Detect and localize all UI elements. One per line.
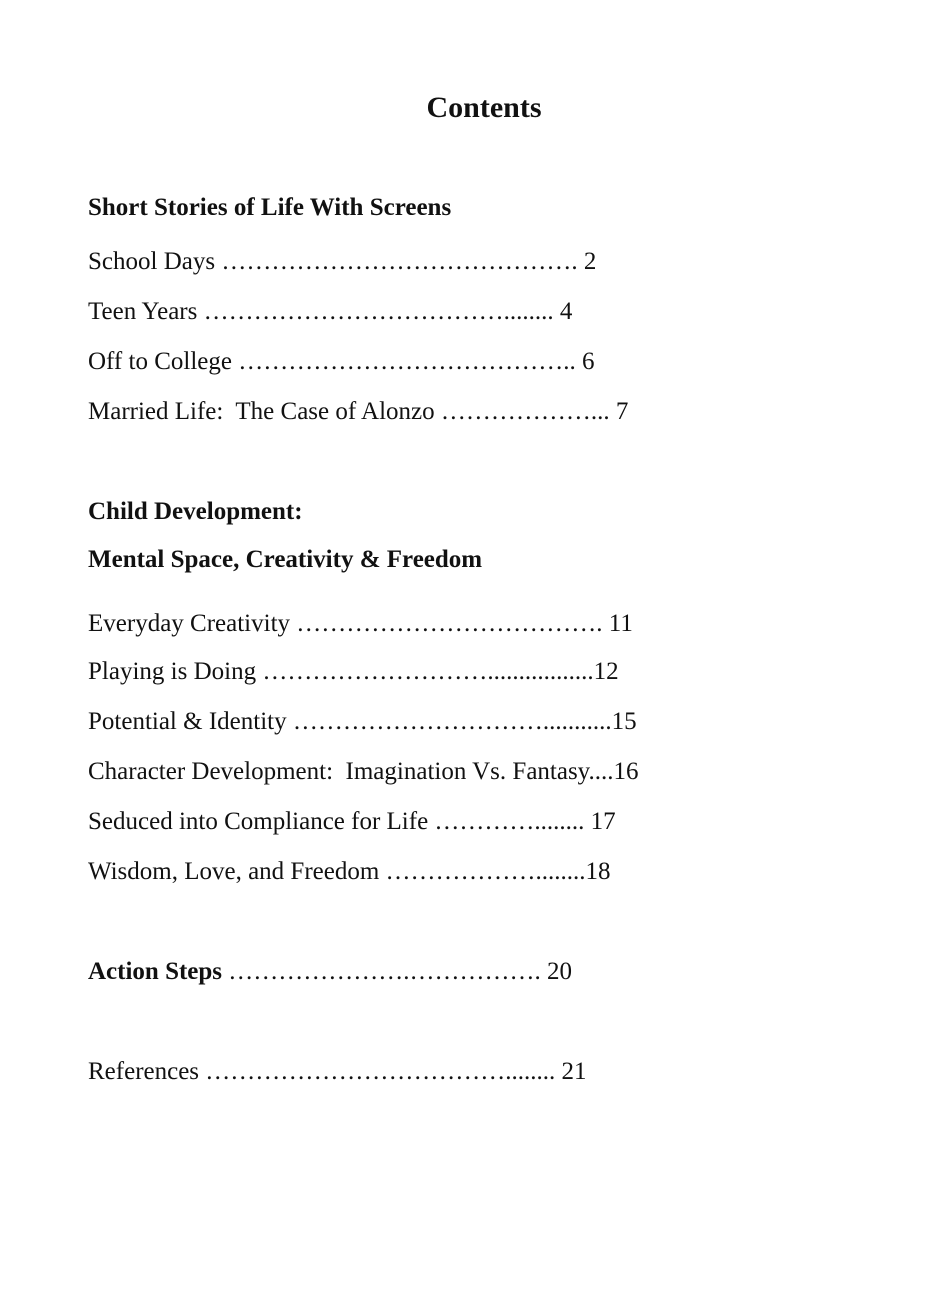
toc-entry-character-development[interactable]: Character Development: Imagination Vs. Fantasy....16 bbox=[88, 758, 639, 785]
toc-entry-everyday-creativity[interactable]: Everyday Creativity ………………………………. 11 bbox=[88, 610, 633, 637]
toc-entry-married-life[interactable]: Married Life: The Case of Alonzo ………………... 7 bbox=[88, 398, 629, 425]
toc-entry-seduced-into-compliance[interactable]: Seduced into Compliance for Life …………........ 17 bbox=[88, 808, 616, 835]
toc-entry-potential-identity[interactable]: Potential & Identity …………………………...........15 bbox=[88, 708, 637, 735]
section-heading-line1: Child Development: bbox=[88, 498, 303, 525]
toc-entry-school-days[interactable]: School Days ……………………………………. 2 bbox=[88, 248, 597, 275]
action-steps-leader: ………………….……………. 20 bbox=[222, 958, 573, 985]
toc-entry-wisdom-love-freedom[interactable]: Wisdom, Love, and Freedom ………………........18 bbox=[88, 858, 611, 885]
toc-entry-references[interactable]: References ………………………………........ 21 bbox=[88, 1058, 587, 1085]
toc-entry-teen-years[interactable]: Teen Years ………………………………........ 4 bbox=[88, 298, 573, 325]
section-heading-line2: Mental Space, Creativity & Freedom bbox=[88, 546, 483, 573]
toc-entry-playing-is-doing[interactable]: Playing is Doing ……………………….................12 bbox=[88, 658, 619, 685]
page-title: Contents bbox=[426, 91, 542, 124]
section-heading: Short Stories of Life With Screens bbox=[88, 194, 452, 221]
toc-entry-off-to-college[interactable]: Off to College ………………………………….. 6 bbox=[88, 348, 595, 375]
action-steps-label: Action Steps bbox=[88, 958, 223, 985]
toc-entry-action-steps[interactable] bbox=[88, 955, 572, 989]
